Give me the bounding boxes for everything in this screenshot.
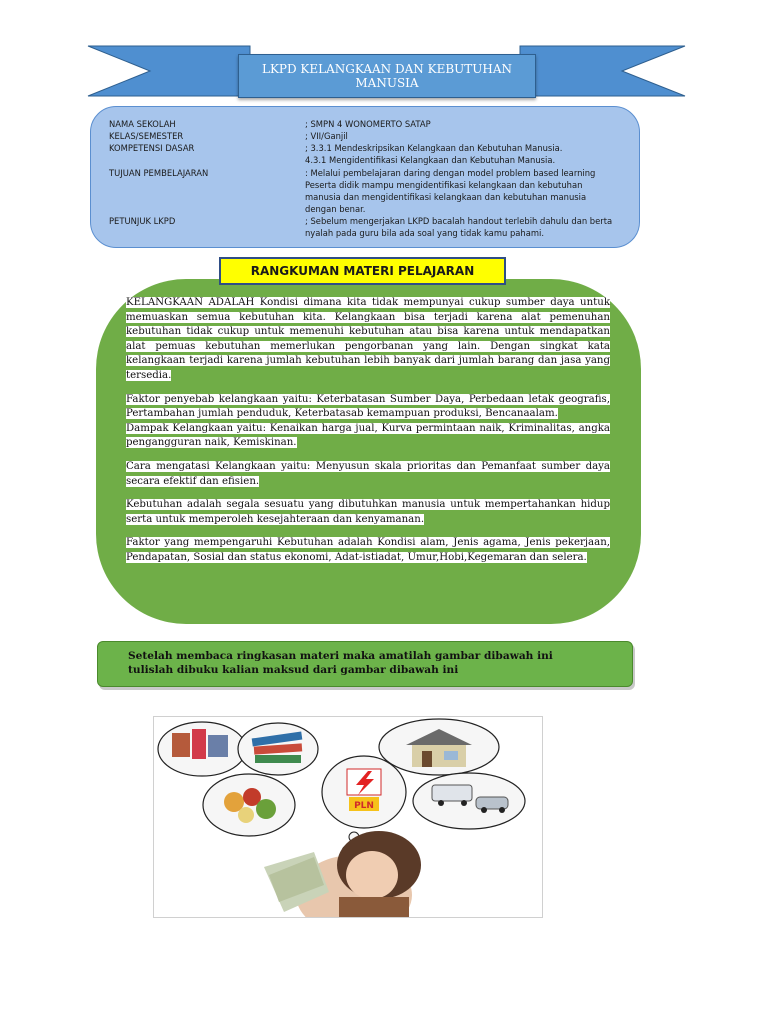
info-value: ; 3.3.1 Mendeskripsikan Kelangkaan dan Kebutuhan Manusia. 4.3.1 Mengidentifikasi Kelangkaan dan Kebutuhan Manusia.: [305, 143, 563, 165]
clothes-cloud: [158, 722, 246, 776]
info-value: : Melalui pembelajaran daring dengan model problem based learning Peserta didik mampu mengidentifikasi kelangkaan dan kebutuhan manusia dan mengidentifikasi kelangkaan dan kebutuhan manusia dengan benar.: [305, 168, 596, 214]
info-label: TUJUAN PEMBELAJARAN: [109, 168, 209, 178]
instruction-text: Setelah membaca ringkasan materi maka amatilah gambar dibawah ini tulislah dibuku kalian maksud dari gambar dibawah ini: [128, 650, 553, 676]
summary-paragraph-text: Kebutuhan adalah segala sesuatu yang dibutuhkan manusia untuk mempertahankan hidup serta untuk memperoleh kesejahteraan dan kenyamanan.: [126, 499, 610, 525]
house-cloud: [379, 719, 499, 775]
pln-logo-text: PLN: [354, 801, 374, 811]
title-line-2: MANUSIA: [355, 76, 419, 90]
info-value: ; VII/Ganjil: [305, 131, 348, 141]
summary-paragraph: [126, 422, 610, 451]
summary-paragraph-text: Faktor penyebab kelangkaan yaitu: Keterbatasan Sumber Daya, Perbedaan letak geografis, Pertambahan jumlah penduduk, Keterbatasab kemampuan produksi, Bencanaalam.: [126, 393, 610, 420]
title-line-1: LKPD KELANGKAAN DAN KEBUTUHAN: [261, 62, 513, 76]
info-value: ; SMPN 4 WONOMERTO SATAP: [305, 119, 431, 129]
summary-paragraph: [126, 393, 610, 422]
food-cloud: [203, 774, 295, 836]
summary-paragraph: [126, 460, 610, 489]
info-value: ; Sebelum mengerjakan LKPD bacalah handout terlebih dahulu dan berta nyalah pada guru bila ada soal yang tidak kamu pahami.: [305, 216, 613, 238]
pln-cloud: [322, 756, 406, 828]
summary-heading: RANGKUMAN MATERI PELAJARAN: [219, 257, 506, 285]
illustration: [153, 716, 543, 918]
instruction-box: [97, 641, 633, 687]
books-cloud: [238, 723, 318, 775]
identity-info-box: [90, 106, 640, 248]
info-label: KELAS/SEMESTER: [109, 131, 184, 141]
summary-paragraph: [126, 296, 610, 384]
summary-paragraph: [126, 498, 610, 527]
summary-paragraph-text: Dampak Kelangkaan yaitu: Kenaikan harga jual, Kurva permintaan naik, Kriminalitas, angka pengangguran naik, Kemiskinan.: [126, 422, 610, 449]
summary-paragraph-text: Cara mengatasi Kelangkaan yaitu: Menyusun skala prioritas dan Pemanfaat sumber daya secara efektif dan efisien.: [126, 460, 610, 487]
vehicles-cloud: [413, 773, 525, 829]
illustration-drawing: [154, 717, 542, 917]
info-label: NAMA SEKOLAH: [109, 119, 176, 129]
summary-paragraph: [126, 536, 610, 565]
page-title: [238, 54, 536, 98]
summary-paragraph-text: KELANGKAAN ADALAH Kondisi dimana kita tidak mempunyai cukup sumber daya untuk memuaskan semua kebutuhan kita. Kelangkaan bisa terjadi karena alat pemenuhan kebutuhan tidak cukup untuk memenuhi kebutuhan atau bisa karena untuk mendapatkan alat pemuas kebutuhan memerlukan pengorbanan yang lain. Dengan singkat kata kelangkaan terjadi karena jumlah kebutuhan lebih banyak dari jumlah barang dan jasa yang tersedia.: [126, 297, 610, 381]
summary-text: [126, 296, 610, 575]
summary-paragraph-text: Faktor yang mempengaruhi Kebutuhan adalah Kondisi alam, Jenis agama, Jenis pekerjaan, Pendapatan, Sosial dan status ekonomi, Adat-istiadat, Umur,Hobi,Kegemaran dan selera.: [126, 537, 610, 563]
info-label: KOMPETENSI DASAR: [109, 143, 195, 153]
info-label: PETUNJUK LKPD: [109, 216, 176, 226]
